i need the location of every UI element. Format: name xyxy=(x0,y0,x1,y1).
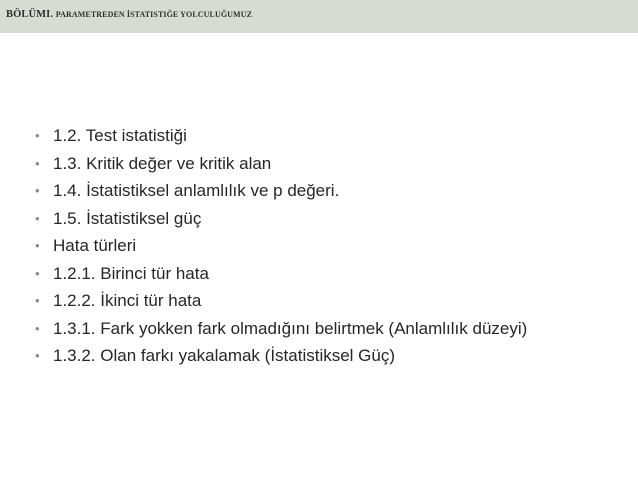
list-item xyxy=(33,152,623,175)
bullet-icon: • xyxy=(35,155,40,171)
bullet-icon: • xyxy=(35,320,40,336)
list-item xyxy=(33,124,623,147)
list-item xyxy=(33,344,623,367)
bullet-icon: • xyxy=(35,238,40,253)
list-item-text: 1.2.1. Birinci tür hata xyxy=(53,263,209,283)
list-item-text: 1.4. İstatistiksel anlamlılık ve p değeri. xyxy=(53,181,340,200)
list-item-text: Hata türleri xyxy=(53,236,137,255)
bullet-icon: • xyxy=(35,210,40,226)
bullet-icon: • xyxy=(35,265,40,281)
header-bar xyxy=(0,0,638,33)
list-item-text: 1.2.2. İkinci tür hata xyxy=(53,291,202,310)
bullet-icon: • xyxy=(35,128,40,143)
list-item xyxy=(33,317,623,340)
list-item xyxy=(33,289,623,312)
list-item xyxy=(33,207,623,230)
slide-header-title xyxy=(6,9,252,20)
list-item xyxy=(33,179,623,202)
bullet-list xyxy=(33,124,623,372)
bullet-icon: • xyxy=(35,183,40,198)
list-item-text: 1.3. Kritik değer ve kritik alan xyxy=(53,153,272,173)
list-item-text: 1.5. İstatistiksel güç xyxy=(53,208,202,228)
header-prefix: BÖLÜMI. xyxy=(6,9,54,20)
header-text: PARAMETREDEN İSTATISTIĞE YOLCULUĞUMUZ xyxy=(55,10,253,19)
list-item xyxy=(33,262,623,285)
list-item-text: 1.3.1. Fark yokken fark olmadığını belirtmek (Anlamlılık düzeyi) xyxy=(53,318,528,338)
list-item-text: 1.3.2. Olan farkı yakalamak (İstatistiksel Güç) xyxy=(53,346,396,365)
bullet-icon: • xyxy=(35,348,40,363)
bullet-icon: • xyxy=(35,293,40,308)
list-item-text: 1.2. Test istatistiği xyxy=(53,126,187,145)
list-item xyxy=(33,234,623,257)
